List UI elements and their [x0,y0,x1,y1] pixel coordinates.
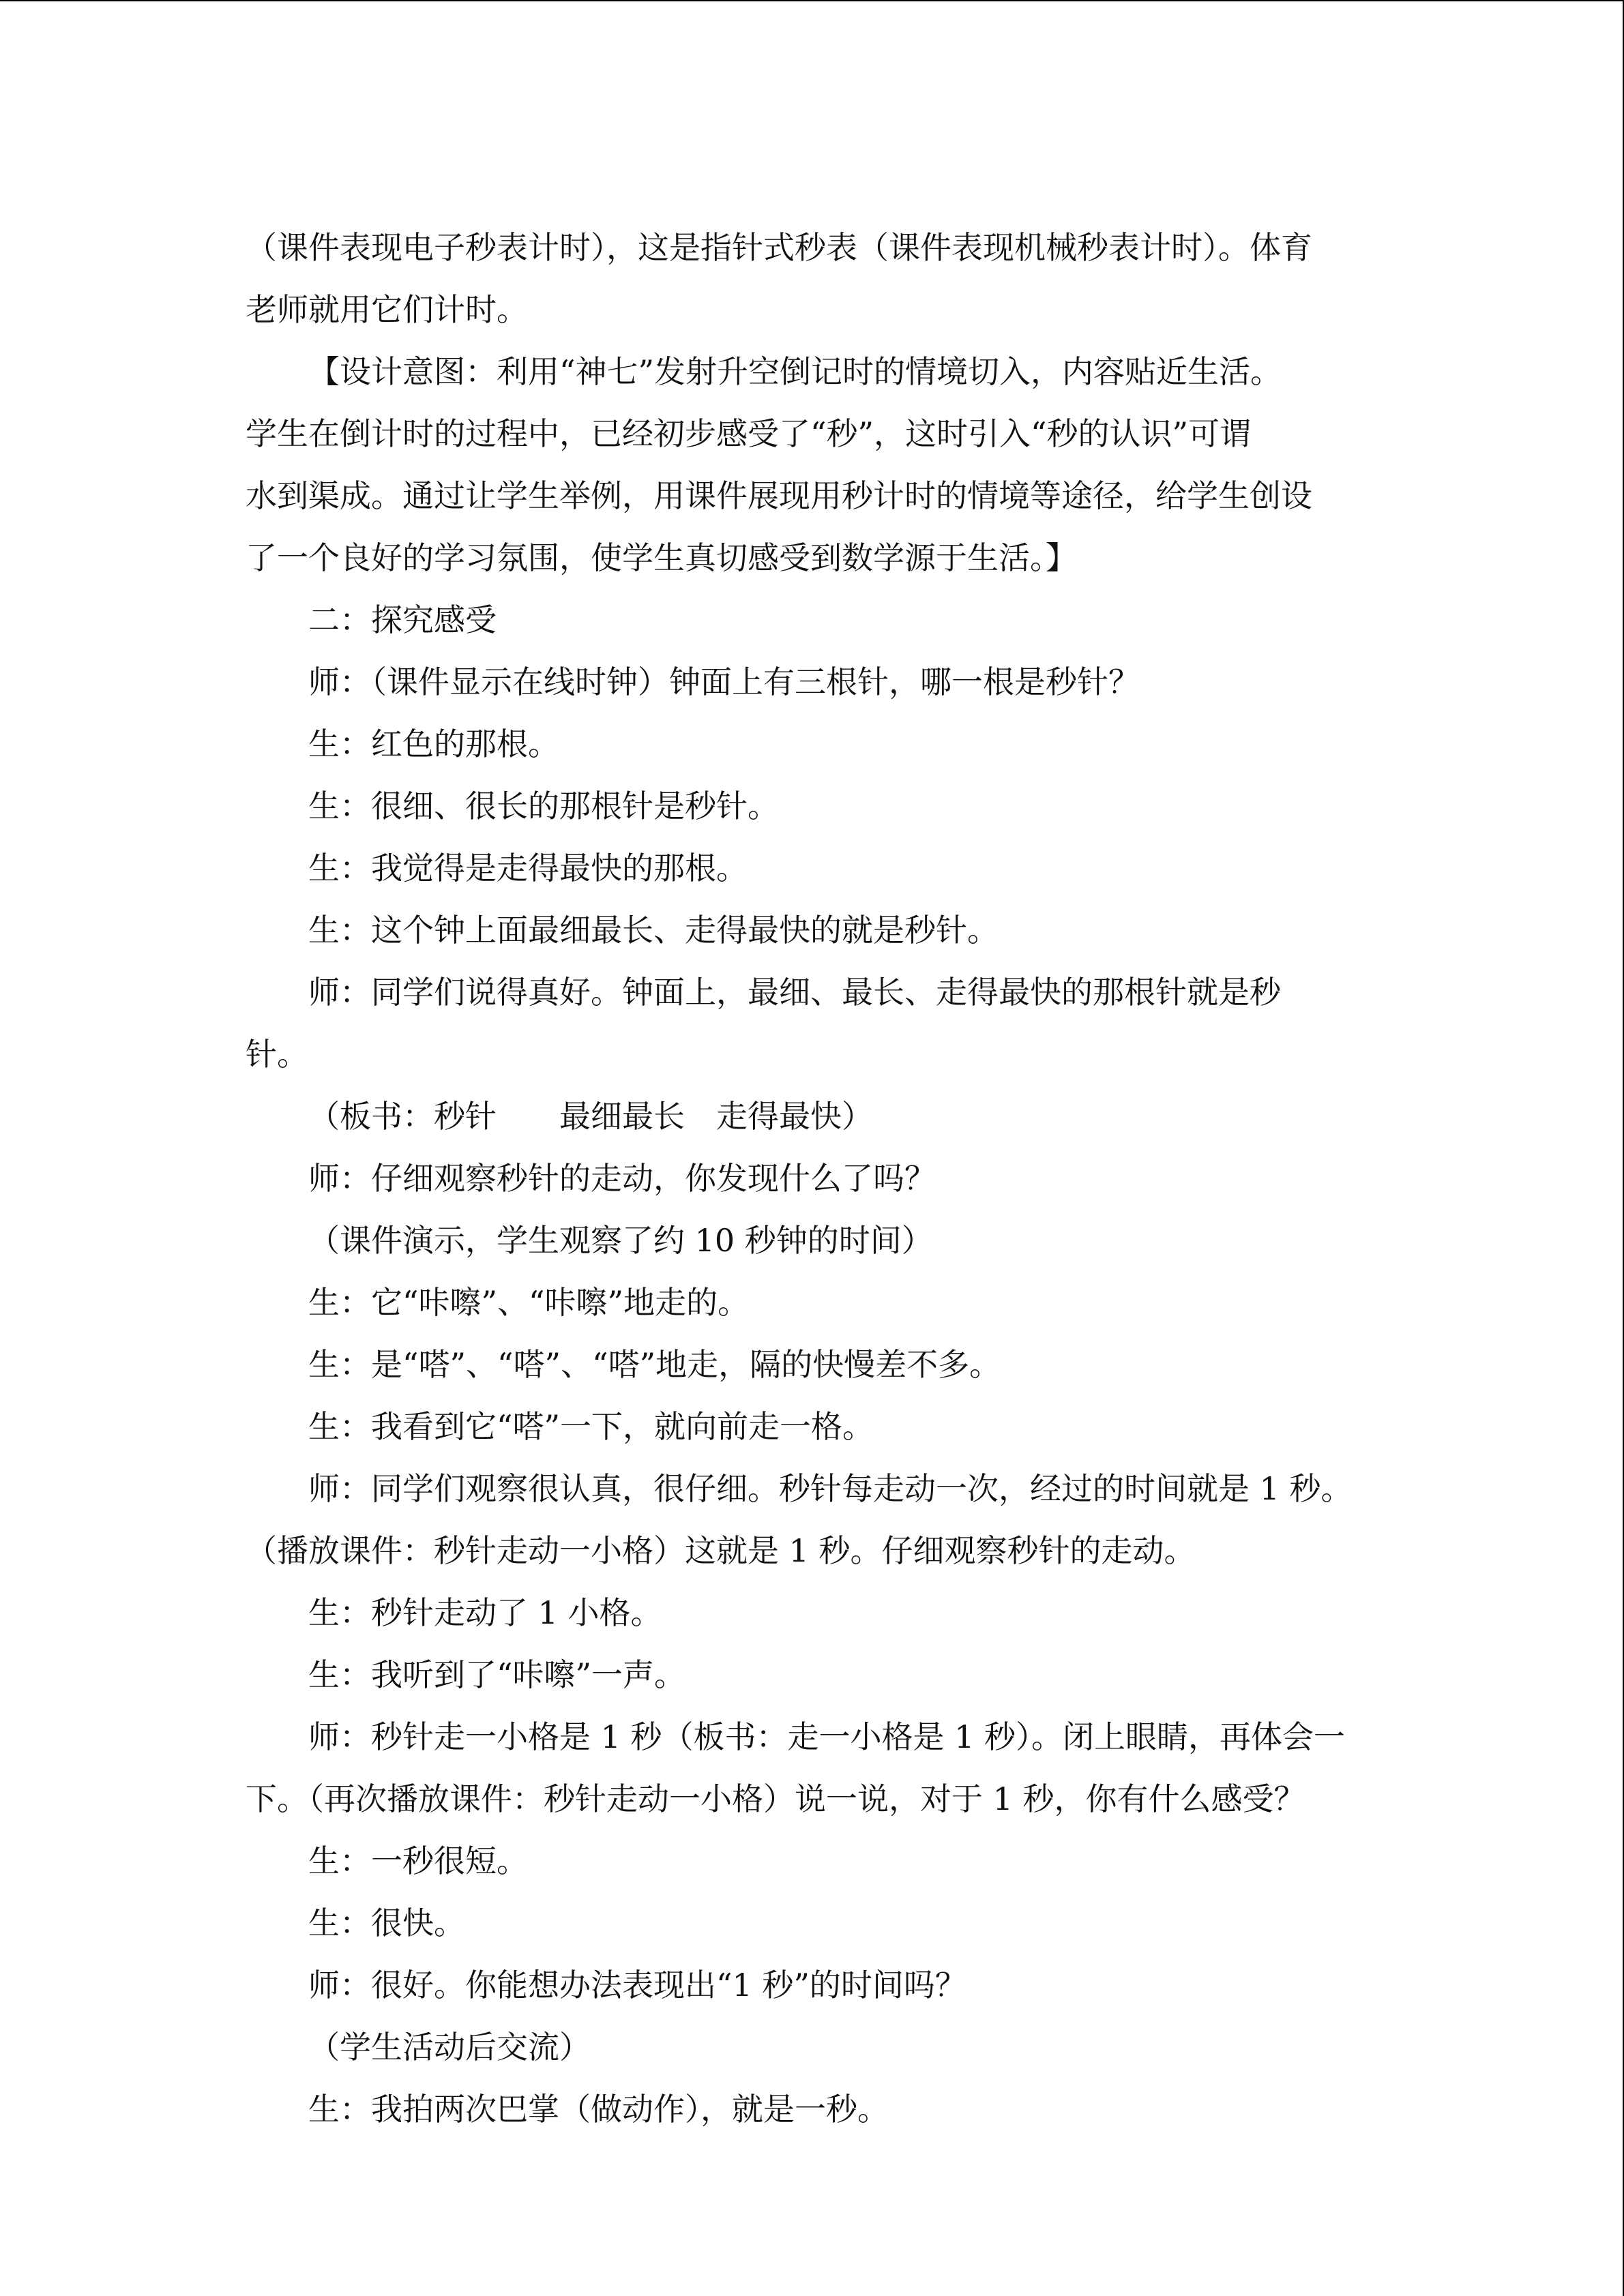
text-line: 针。 [246,1036,308,1073]
text-line: 学生在倒计时的过程中，已经初步感受了“秒”，这时引入“秒的认识”可谓 [246,415,1252,452]
dialogue-line: 生：这个钟上面最细最长、走得最快的就是秒针。 [308,912,999,949]
dialogue-line: 师：同学们说得真好。钟面上，最细、最长、走得最快的那根针就是秒 [308,974,1281,1011]
dialogue-line: 生：它“咔嚓”、“咔嚓”地走的。 [308,1284,750,1321]
text-line: 下。（再次播放课件：秒针走动一小格）说一说，对于 1 秒，你有什么感受？ [246,1780,1305,1817]
dialogue-line: 生：我觉得是走得最快的那根。 [308,850,748,886]
dialogue-line: 生：我看到它“嗒”一下，就向前走一格。 [308,1408,874,1445]
document-body [246,217,1378,2141]
dialogue-line: 生：红色的那根。 [308,726,559,762]
section-heading: 二：探究感受 [308,601,497,638]
dialogue-line: 生：我听到了“咔嚓”一声。 [308,1656,686,1693]
dialogue-line: 师：很好。你能想办法表现出“1 秒”的时间吗？ [308,1967,966,2003]
text-line: （课件表现电子秒表计时），这是指针式秒表（课件表现机械秒表计时）。体育 [246,229,1312,266]
dialogue-line: 生：很细、很长的那根针是秒针。 [308,788,779,824]
dialogue-line: 生：是“嗒”、“嗒”、“嗒”地走，隔的快慢差不多。 [308,1346,1001,1383]
dialogue-line: 生：一秒很短。 [308,1843,528,1879]
dialogue-line: 生：很快。 [308,1905,465,1941]
text-line: 老师就用它们计时。 [246,291,528,328]
dialogue-line: 师：秒针走一小格是 1 秒（板书：走一小格是 1 秒）。闭上眼睛，再体会一 [308,1718,1346,1755]
stage-direction: （学生活动后交流） [308,2029,591,2066]
dialogue-line: 师：同学们观察很认真，很仔细。秒针每走动一次，经过的时间就是 1 秒。 [308,1470,1353,1507]
stage-direction: （课件演示，学生观察了约 10 秒钟的时间） [308,1222,933,1259]
dialogue-line: 师：（课件显示在线时钟）钟面上有三根针，哪一根是秒针？ [308,664,1140,700]
blackboard-note: （板书：秒针 最细最长 走得最快） [308,1098,873,1135]
page-top-border [0,0,1624,1]
text-line: （播放课件：秒针走动一小格）这就是 1 秒。仔细观察秒针的走动。 [246,1532,1196,1569]
dialogue-line: 生：我拍两次巴掌（做动作），就是一秒。 [308,2091,889,2128]
dialogue-line: 生：秒针走动了 1 小格。 [308,1594,662,1631]
design-intent-paragraph: 【设计意图：利用“神七”发射升空倒记时的情境切入，内容贴近生活。 [308,353,1282,390]
text-line: 水到渠成。通过让学生举例，用课件展现用秒计时的情境等途径，给学生创设 [246,477,1312,514]
text-line: 了一个良好的学习氛围，使学生真切感受到数学源于生活。】 [246,539,1077,576]
dialogue-line: 师：仔细观察秒针的走动，你发现什么了吗？ [308,1160,936,1197]
